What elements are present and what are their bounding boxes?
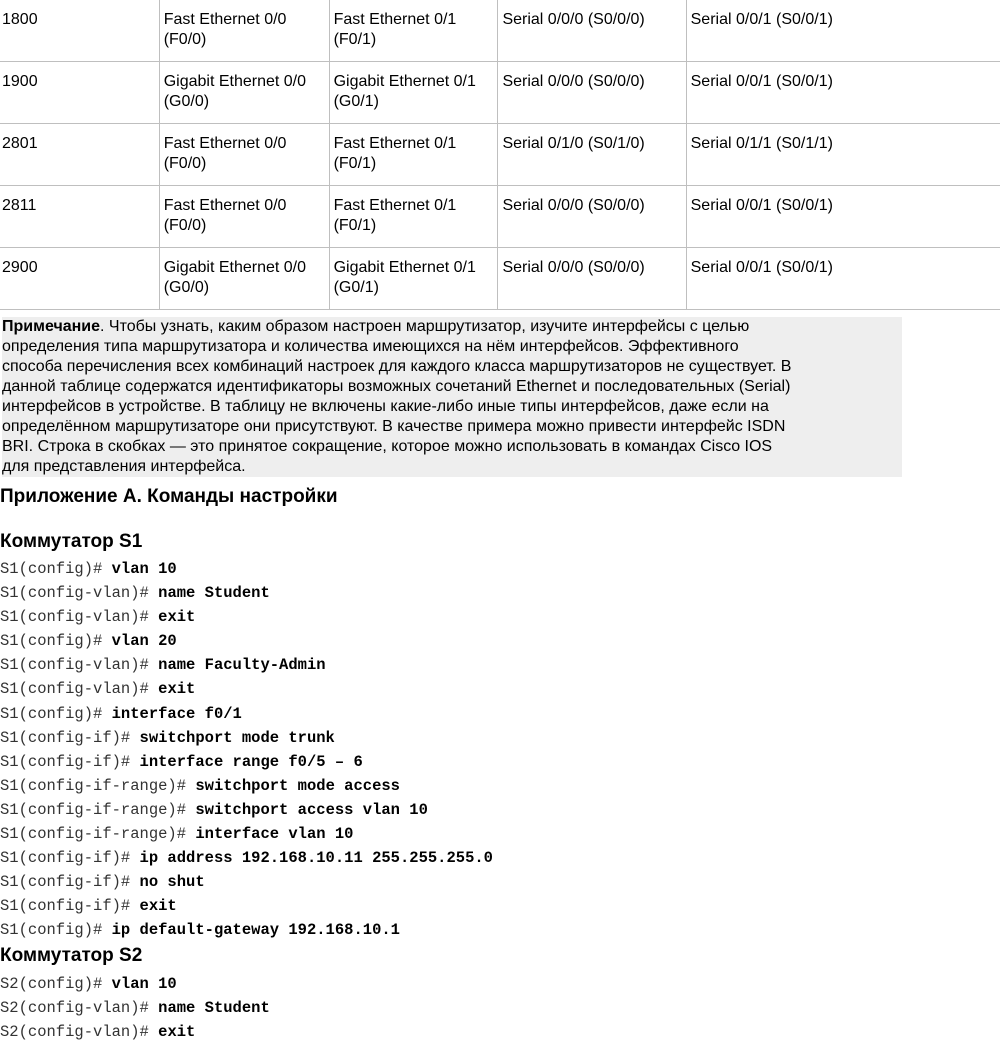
cli-prompt: S1(config-if)# xyxy=(0,752,140,771)
cli-prompt: S1(config)# xyxy=(0,632,112,651)
cli-prompt: S1(config-if)# xyxy=(0,849,140,868)
router-model-cell: 2900 xyxy=(0,248,159,310)
cli-command: vlan 20 xyxy=(111,632,177,651)
table-row xyxy=(0,124,1000,186)
interface-cell: Serial 0/0/1 (S0/0/1) xyxy=(686,248,1000,310)
s2-config-commands xyxy=(0,972,270,1044)
note-line: Примечание. Чтобы узнать, каким образом настроен маршрутизатор, изучите интерфейсы с целью xyxy=(2,318,750,335)
command-line xyxy=(0,653,493,677)
command-line xyxy=(0,996,270,1020)
cli-prompt: S1(config-if)# xyxy=(0,873,140,892)
cli-command: exit xyxy=(158,680,196,699)
cli-prompt: S1(config-vlan)# xyxy=(0,656,159,675)
s1-section-title: Коммутатор S1 xyxy=(0,531,143,552)
table-row xyxy=(0,248,1000,310)
router-model-cell: 1800 xyxy=(0,0,159,62)
cli-command: exit xyxy=(158,608,196,627)
cli-command: name Faculty-Admin xyxy=(158,656,326,675)
cli-prompt: S2(config-vlan)# xyxy=(0,999,159,1018)
cli-command: name Student xyxy=(158,999,270,1018)
cli-command: interface f0/1 xyxy=(111,704,242,723)
cli-prompt: S1(config)# xyxy=(0,704,112,723)
note-line: способа перечисления всех комбинаций настроек для каждого класса маршрутизаторов не существует. В xyxy=(2,358,792,375)
cli-command: ip address 192.168.10.11 255.255.255.0 xyxy=(139,849,493,868)
cli-prompt: S1(config-vlan)# xyxy=(0,608,159,627)
interface-cell: Fast Ethernet 0/1 (F0/1) xyxy=(329,124,498,186)
command-line xyxy=(0,918,493,942)
command-line xyxy=(0,846,493,870)
cli-command: vlan 10 xyxy=(111,560,177,578)
table-body xyxy=(0,0,1000,310)
command-line xyxy=(0,702,493,726)
command-line xyxy=(0,798,493,822)
router-interface-table xyxy=(0,0,1000,310)
cli-command: switchport access vlan 10 xyxy=(195,800,428,819)
cli-command: switchport mode access xyxy=(195,776,400,795)
interface-cell: Serial 0/0/1 (S0/0/1) xyxy=(686,0,1000,62)
cli-prompt: S1(config-if-range)# xyxy=(0,776,196,795)
command-line xyxy=(0,972,270,996)
cli-prompt: S1(config-vlan)# xyxy=(0,584,159,603)
interface-cell: Serial 0/0/0 (S0/0/0) xyxy=(498,248,686,310)
cli-prompt: S1(config)# xyxy=(0,560,112,578)
note-line: интерфейсов в устройстве. В таблицу не включены какие-либо иные типы интерфейсов, даже если на xyxy=(2,398,769,415)
router-model-cell: 2801 xyxy=(0,124,159,186)
interface-cell: Gigabit Ethernet 0/0 (G0/0) xyxy=(159,248,329,310)
interface-cell: Serial 0/0/0 (S0/0/0) xyxy=(498,186,686,248)
interface-cell: Fast Ethernet 0/0 (F0/0) xyxy=(159,0,329,62)
command-line xyxy=(0,629,493,653)
note-line: BRI. Строка в скобках — это принятое сокращение, которое можно использовать в командах Cisco IOS xyxy=(2,438,773,455)
command-line xyxy=(0,605,493,629)
cli-prompt: S1(config-if)# xyxy=(0,728,140,747)
note-line: определённом маршрутизаторе они присутствуют. В качестве примера можно привести интерфейс ISDN xyxy=(2,418,786,435)
interface-cell: Serial 0/1/1 (S0/1/1) xyxy=(686,124,1000,186)
interface-cell: Serial 0/1/0 (S0/1/0) xyxy=(498,124,686,186)
command-line xyxy=(0,726,493,750)
command-line xyxy=(0,822,493,846)
interface-cell: Gigabit Ethernet 0/1 (G0/1) xyxy=(329,248,498,310)
interface-cell: Fast Ethernet 0/1 (F0/1) xyxy=(329,0,498,62)
cli-command: ip default-gateway 192.168.10.1 xyxy=(111,921,400,940)
table-row xyxy=(0,0,1000,62)
interface-cell: Fast Ethernet 0/0 (F0/0) xyxy=(159,186,329,248)
interface-cell: Serial 0/0/1 (S0/0/1) xyxy=(686,186,1000,248)
cli-command: interface vlan 10 xyxy=(195,825,354,844)
interface-cell: Fast Ethernet 0/0 (F0/0) xyxy=(159,124,329,186)
command-line xyxy=(0,894,493,918)
command-line xyxy=(0,774,493,798)
command-line xyxy=(0,677,493,701)
s2-section-title: Коммутатор S2 xyxy=(0,945,143,966)
table-row xyxy=(0,62,1000,124)
cli-command: switchport mode trunk xyxy=(139,728,335,747)
cli-command: exit xyxy=(139,897,177,916)
interface-cell: Serial 0/0/0 (S0/0/0) xyxy=(498,0,686,62)
command-line xyxy=(0,870,493,894)
command-line xyxy=(0,557,493,581)
command-line xyxy=(0,750,493,774)
note-line: определения типа маршрутизатора и количества имеющихся на нём интерфейсов. Эффективного xyxy=(2,338,739,355)
router-model-cell: 2811 xyxy=(0,186,159,248)
cli-prompt: S1(config-if-range)# xyxy=(0,825,196,844)
s1-config-commands xyxy=(0,557,493,943)
note-paragraph xyxy=(2,317,902,477)
cli-prompt: S1(config-vlan)# xyxy=(0,680,159,699)
appendix-title: Приложение А. Команды настройки xyxy=(0,486,338,507)
cli-prompt: S2(config)# xyxy=(0,975,112,993)
cli-prompt: S2(config-vlan)# xyxy=(0,1023,159,1042)
cli-command: interface range f0/5 – 6 xyxy=(139,752,363,771)
cli-command: vlan 10 xyxy=(111,975,177,993)
cli-command: no shut xyxy=(139,873,205,892)
note-line: для представления интерфейса. xyxy=(2,458,246,475)
command-line xyxy=(0,581,493,605)
cli-prompt: S1(config-if-range)# xyxy=(0,800,196,819)
cli-command: name Student xyxy=(158,584,270,603)
interface-cell: Fast Ethernet 0/1 (F0/1) xyxy=(329,186,498,248)
note-label: Примечание xyxy=(2,318,101,335)
interface-cell: Gigabit Ethernet 0/1 (G0/1) xyxy=(329,62,498,124)
cli-prompt: S1(config)# xyxy=(0,921,112,940)
note-line: данной таблице содержатся идентификаторы возможных сочетаний Ethernet и последовательных (Serial) xyxy=(2,378,791,395)
router-model-cell: 1900 xyxy=(0,62,159,124)
cli-prompt: S1(config-if)# xyxy=(0,897,140,916)
cli-command: exit xyxy=(158,1023,196,1042)
interface-cell: Gigabit Ethernet 0/0 (G0/0) xyxy=(159,62,329,124)
interface-cell: Serial 0/0/0 (S0/0/0) xyxy=(498,62,686,124)
interface-cell: Serial 0/0/1 (S0/0/1) xyxy=(686,62,1000,124)
table-row xyxy=(0,186,1000,248)
command-line xyxy=(0,1020,270,1044)
